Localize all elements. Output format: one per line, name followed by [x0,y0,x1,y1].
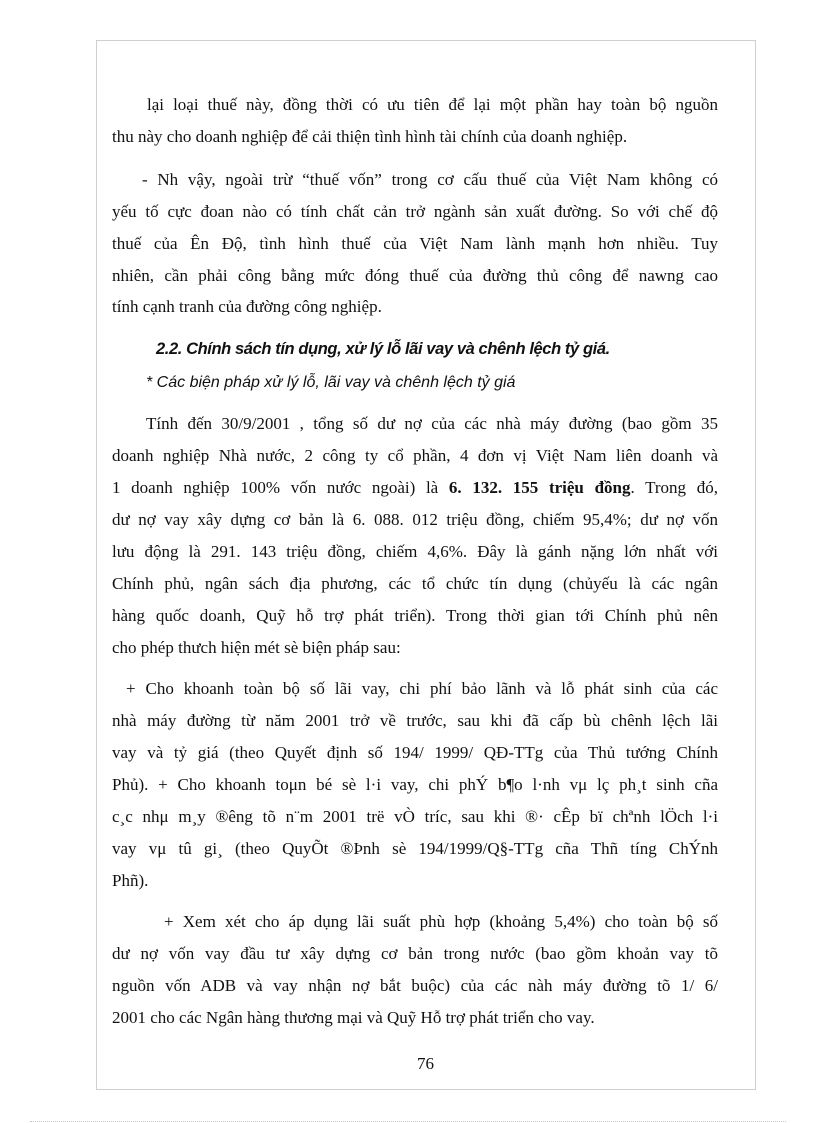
page-bottom-divider [30,1121,786,1122]
text-line: nguồn vốn ADB và vay nhận nợ bắt buộc) của các nàh máy đường tõ 1/ 6/ [112,976,718,995]
text-line: - Nh vậy, ngoài trừ “thuế vốn” trong cơ cấu thuế của Việt Nam không có [142,170,718,189]
text-line: c¸c nhμ m¸y ®êng tõ n¨m 2001 trë vÒ tríc, sau khi ®· cÊp bï chªnh lÖch l·i [112,807,718,826]
text-line: + Xem xét cho áp dụng lãi suất phù hợp (khoảng 5,4%) cho toàn bộ số [164,912,718,931]
text-line: vay và tỷ giá (theo Quyết định số 194/ 1999/ QĐ-TTg của Thủ tướng Chính [112,743,718,762]
text-line: cho phép thưch hiện mét sè biện pháp sau: [112,638,401,657]
section-heading: 2.2. Chính sách tín dụng, xử lý lỗ lãi vay và chênh lệch tỷ giá. [156,340,610,358]
text-line: hàng quốc doanh, Quỹ hỗ trợ phát triển). Trong thời gian tới Chính phủ nên [112,606,718,625]
page-border [96,40,756,1090]
text-line: doanh nghiệp Nhà nước, 2 công ty cổ phần, 4 đơn vị Việt Nam liên doanh và [112,446,718,465]
text-line: yếu tố cực đoan nào có tính chất cản trở ngành sản xuất đường. So với chế độ [112,202,718,221]
text-line: Phủ). + Cho khoanh toμn bé sè l·i vay, chi phÝ b¶o l·nh vμ lç ph¸t sinh cña [112,775,718,794]
text-run: . Trong đó, [630,478,718,497]
text-line: Chính phủ, ngân sách địa phương, các tổ chức tín dụng (chủyếu là các ngân [112,574,718,593]
text-line: tính cạnh tranh của đường công nghiệp. [112,297,382,316]
text-line: nhiên, cần phải công bằng mức đóng thuế của đường thủ công để nawng cao [112,266,718,285]
text-line: lưu động là 291. 143 triệu đồng, chiếm 4,6%. Đây là gánh nặng lớn nhất với [112,542,718,561]
text-line: 2001 cho các Ngân hàng thương mại và Quỹ Hỗ trợ phát triển cho vay. [112,1008,595,1027]
text-line: vay vμ tû gi¸ (theo QuyÕt ®Þnh sè 194/1999/Q§-TTg cña Thñ tíng ChÝnh [112,839,718,858]
text-line: + Cho khoanh toàn bộ số lãi vay, chi phí bảo lãnh và lỗ phát sinh của các [126,679,718,698]
text-line: dư nợ vay xây dựng cơ bản là 6. 088. 012 triệu đồng, chiếm 95,4%; dư nợ vốn [112,510,718,529]
text-line: thu này cho doanh nghiệp để cải thiện tình hình tài chính của doanh nghiệp. [112,127,628,146]
text-line: thuế của Ên Độ, tình hình thuế của Việt Nam lành mạnh hơn nhiều. Tuy [112,234,718,253]
text-line: dư nợ vốn vay đầu tư xây dựng cơ bản trong nước (bao gồm khoản vay tõ [112,944,718,963]
text-line: nhà máy đường từ năm 2001 trở về trước, sau khi đã cấp bù chênh lệch lãi [112,711,718,730]
text-run: 1 doanh nghiệp 100% vốn nước ngoài) là [112,478,449,497]
total-debt-value: 6. 132. 155 triệu đồng [448,478,631,497]
page-number: 76 [417,1054,434,1073]
text-line: lại loại thuế này, đồng thời có ưu tiên để lại một phần hay toàn bộ nguồn [147,95,718,114]
section-subheading: * Các biện pháp xử lý lỗ, lãi vay và chênh lệch tỷ giá [146,374,516,391]
text-line: Tính đến 30/9/2001 , tổng số dư nợ của các nhà máy đường (bao gồm 35 [146,414,718,433]
text-line: Phñ). [112,871,149,890]
text-line [112,478,718,498]
